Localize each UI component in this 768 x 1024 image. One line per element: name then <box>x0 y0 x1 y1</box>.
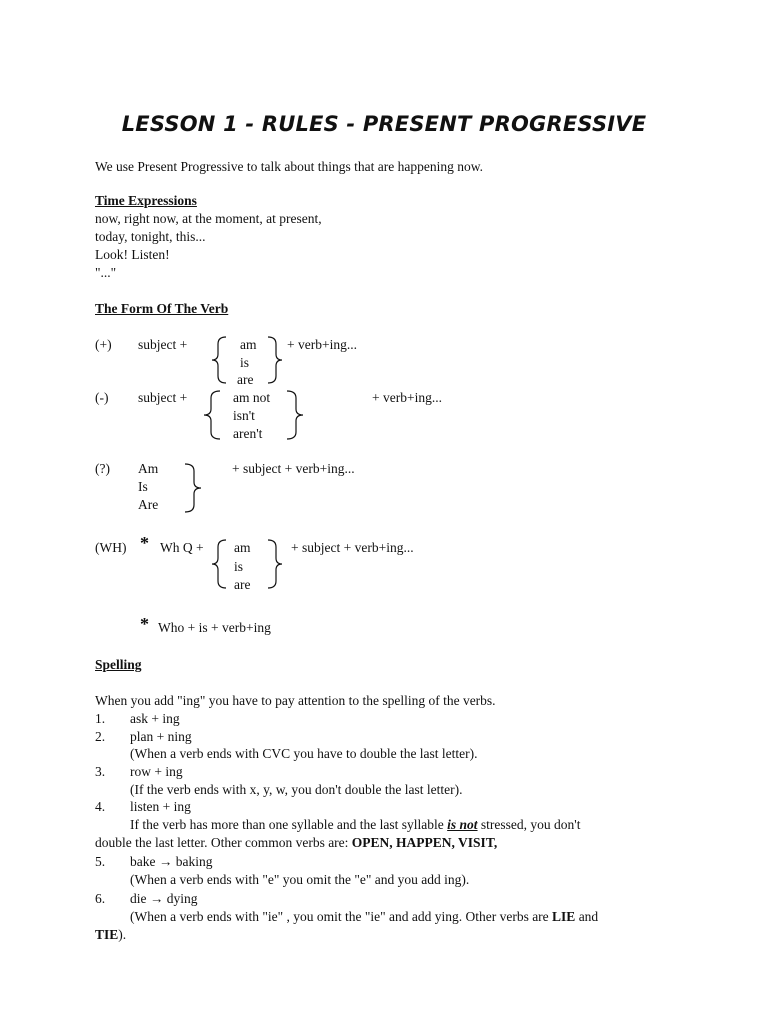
rule-number: 5. <box>95 854 106 869</box>
who-rule: Who + is + verb+ing <box>158 620 271 635</box>
negative-option: isn't <box>233 408 255 423</box>
wh-option: is <box>234 559 244 574</box>
right-brace-icon <box>284 389 306 441</box>
spelling-intro: When you add "ing" you have to pay attention to the spelling of the verbs. <box>95 693 496 708</box>
rule-note: (When a verb ends with CVC you have to double the last letter). <box>130 746 478 761</box>
rule-example: plan + ning <box>130 729 192 744</box>
time-expression-line: now, right now, at the moment, at present, <box>95 211 322 226</box>
positive-option: is <box>240 355 250 370</box>
positive-tail: + verb+ing... <box>287 337 357 352</box>
question-option: Are <box>138 497 159 512</box>
rule-example: ask + ing <box>130 711 180 726</box>
right-brace-icon <box>182 462 204 514</box>
rule-example: bake → baking <box>130 854 213 869</box>
time-expression-line: "..." <box>95 265 117 280</box>
other-verb: LIE <box>552 909 576 924</box>
wh-lead: Wh Q + <box>160 540 204 555</box>
right-brace-icon <box>265 335 285 385</box>
positive-subject: subject + <box>138 337 188 352</box>
rule-note: If the verb has more than one syllable and the last syllable is not stressed, you don't <box>130 817 581 832</box>
rule-number: 3. <box>95 764 106 779</box>
wh-sign: (WH) <box>95 540 127 555</box>
wh-tail: + subject + verb+ing... <box>291 540 414 555</box>
right-brace-icon <box>265 538 285 590</box>
other-verb: TIE <box>95 927 119 942</box>
rule-number: 4. <box>95 799 106 814</box>
page-title: LESSON 1 - RULES - PRESENT PROGRESSIVE <box>121 112 647 136</box>
wh-option: are <box>234 577 251 592</box>
rule-note: (If the verb ends with x, y, w, you don't double the last letter). <box>130 782 463 797</box>
rule-note: (When a verb ends with "ie" , you omit the "ie" and add ying. Other verbs are LIE and <box>130 909 599 924</box>
question-sign: (?) <box>95 461 110 476</box>
rule-number: 1. <box>95 711 106 726</box>
intro-text: We use Present Progressive to talk about things that are happening now. <box>95 159 483 174</box>
left-brace-icon <box>209 538 229 590</box>
time-expression-line: Look! Listen! <box>95 247 170 262</box>
common-verbs: OPEN, HAPPEN, VISIT, <box>351 835 498 850</box>
question-tail: + subject + verb+ing... <box>232 461 355 476</box>
wh-option: am <box>234 540 251 555</box>
rule-number: 2. <box>95 729 106 744</box>
rule-note: (When a verb ends with "e" you omit the "e" and you add ing). <box>130 872 470 887</box>
positive-option: am <box>240 337 257 352</box>
time-expression-line: today, tonight, this... <box>95 229 206 244</box>
time-expressions-heading: Time Expressions <box>95 193 197 208</box>
negative-option: am not <box>233 390 271 405</box>
form-heading: The Form Of The Verb <box>95 301 229 316</box>
question-option: Is <box>138 479 148 494</box>
left-brace-icon <box>201 389 223 441</box>
rule-example: row + ing <box>130 764 183 779</box>
rule-note: TIE). <box>95 927 127 942</box>
rule-example: listen + ing <box>130 799 191 814</box>
left-brace-icon <box>209 335 229 385</box>
spelling-heading: Spelling <box>95 657 142 672</box>
negative-tail: + verb+ing... <box>372 390 442 405</box>
negative-subject: subject + <box>138 390 188 405</box>
rule-note: double the last letter. Other common verbs are: OPEN, HAPPEN, VISIT, <box>95 835 498 850</box>
positive-option: are <box>237 372 254 387</box>
asterisk-icon: * <box>140 614 149 634</box>
negative-sign: (-) <box>95 390 109 405</box>
rule-number: 6. <box>95 891 106 906</box>
rule-example: die → dying <box>130 891 198 906</box>
emphasis-text: is not <box>447 817 478 832</box>
positive-sign: (+) <box>95 337 112 352</box>
negative-option: aren't <box>233 426 263 441</box>
question-option: Am <box>138 461 159 476</box>
asterisk-icon: * <box>140 533 149 553</box>
